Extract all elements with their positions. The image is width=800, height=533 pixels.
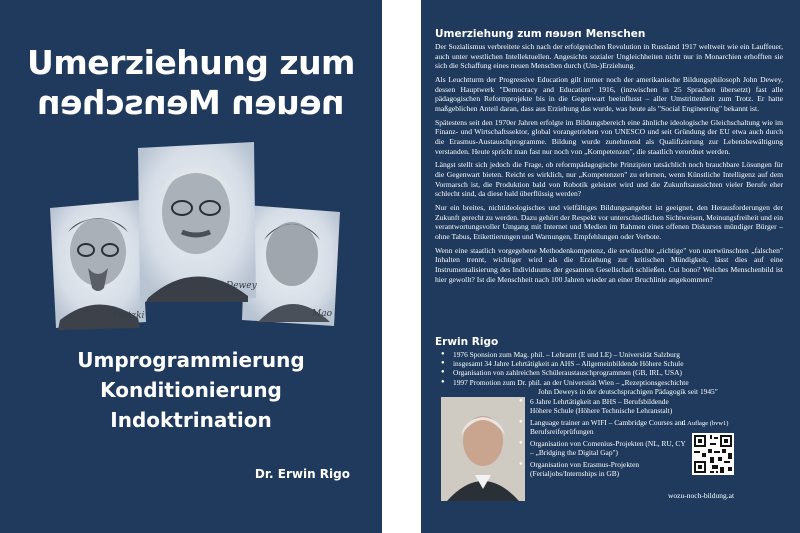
bio-item: ● Organisation von Comenius-Projekten (NL, RU, CY – „Bridging the Digital Gap") [519, 439, 689, 457]
author-photo [441, 397, 525, 501]
bio-item: ● 6 Jahre Lehrtätigkeit an BHS – Berufsbildende Höhere Schule (Höhere Technische Lehranstalt) [519, 397, 689, 415]
bio-item: ● 1976 Sponsion zum Mag. phil. – Lehramt (E und LE) – Universität Salzburg [435, 350, 785, 359]
bio-item: ● Language trainer an WIFI – Cambridge Courses and Berufsreifeprüfungen [519, 418, 689, 436]
bio-photo-list [519, 397, 689, 481]
back-heading [435, 28, 645, 40]
qr-code-icon [692, 433, 734, 475]
blurb-paragraph: Der Sozialismus verbreitete sich nach der erfolgreichen Revolution in Russland 1917 weltweit wie ein Lauffeuer, auch unter westlichen Intellektuellen. Angesichts sozialer Ungleichheiten nicht nur in Monarchien erhofften sie sich die Schaffung eines neuen Menschen durch (Um-)Erziehung. [435, 42, 783, 71]
front-cover [0, 0, 382, 533]
author-heading: Erwin Rigo [435, 336, 499, 348]
portrait-collage [0, 0, 382, 533]
blurb [435, 42, 783, 288]
portrait-left [50, 200, 146, 330]
blurb-paragraph: Spätestens seit den 1970er Jahren erfolgte im Bildungsbereich eine ähnliche ideologische Gleichschaltung wie im Finanz- und Wirtschaftssektor, global vorangetrieben von UNESCO und seit Gründung der EU etwa auch durch die Erasmus-Austauschprogramme. Bildung wurde zunehmend als Qualifizierung zur Lebensbewältigung verstanden. Heute spricht man fast nur noch von „Kompetenzen", die staatlich verordnet werden. [435, 117, 783, 156]
back-heading-suffix: Menschen [582, 28, 646, 40]
portrait-center [138, 142, 258, 302]
blurb-paragraph: Als Leuchtturm der Progressive Education gilt immer noch der amerikanische Bildungsphilosoph John Dewey, dessen Hauptwerk "Democracy and Education" 1916, (inzwischen in 25 Sprachen übersetzt) fast alle pädagogischen Reformprojekte bis in die Gegenwart beeinflusst – aller Umstrittenheit zum Trotz. Er hatte maßgeblichen Anteil daran, dass aus Erziehung das wurde, was heute als "Social Engineering" bekannt ist. [435, 75, 783, 113]
website-link[interactable]: wozu-noch-bildung.at [668, 491, 735, 500]
keyword-3: Indoktrination [110, 408, 272, 432]
cover-title-line2-mirrored: neuen Menschen [37, 83, 345, 122]
back-heading-prefix: Umerziehung zum [435, 28, 546, 40]
bio-item: ● Organisation von zahlreichen Schüleraustauschprogrammen (GB, IRL, USA) [435, 368, 785, 377]
back-cover [421, 0, 800, 533]
blurb-paragraph: Längst stellt sich jedoch die Frage, ob reformpädagogische Prinzipien tatsächlich noch brauchbare Lösungen für die Gegenwart bieten. Reicht es wirklich, nur „Kompetenzen" zu erlernen, wenn Künstliche Intelligenz auf dem Vormarsch ist, die Produktion bald von Robotik geleistet wird und die Zukunftsaussichten vieler Berufe eher schlecht sind, da diese bald überflüssig werden? [435, 160, 783, 199]
bio-item: ● 1997 Promotion zum Dr. phil. an der Universität Wien – „Rezeptionsgeschichte [435, 378, 785, 387]
cover-title-line1: Umerziehung zum [27, 43, 355, 82]
keyword-2: Konditionierung [100, 378, 282, 402]
back-heading-flipped: neuen [545, 28, 583, 40]
blurb-paragraph: Nur ein breites, nichtideologisches und vielfältiges Bildungsangebot ist geeignet, den Herausforderungen der Zukunft gerecht zu werden. Dazu gehört der Respekt vor unterschiedlichen Sichtweisen, Meinungsfreiheit und ein verantwortungsvoller Umgang mit Internet und Medien im Rahmen eines offenen Diskurses mündiger Bürger – ohne Tabus, Etikettierungen und Warnungen, Empfehlungen oder Verbote. [435, 203, 783, 241]
bio-item: ● insgesamt 34 Jahre Lehrtätigkeit an AHS – Allgemeinbildende Höhere Schule [435, 359, 785, 368]
signature-left: Trotzki [112, 311, 145, 321]
keyword-1: Umprogrammierung [77, 348, 305, 372]
signature-right: Mao [312, 309, 332, 319]
bio-continuation: John Deweys in der deutschsprachigen Pädagogik seit 1945" [538, 387, 718, 396]
bio-list [435, 350, 785, 387]
signature-center: Dewey [226, 281, 257, 291]
cover-author: Dr. Erwin Rigo [254, 467, 350, 481]
blurb-paragraph: Wenn eine staatlich vorgegebene Methodenkompetenz, die erwünschte „richtige" von unerwünschten „falschen" Inhalten trennt, wichtiger wird als die Erziehung zur kritischen Mündigkeit, lässt dies auf eine Instrumentalisierung des Individuums der gesamten Gesellschaft schließen. Cui bono? Welches Menschenbild ist hier gewollt? Ist die Menschheit nach 100 Jahren wieder an einer Bruchlinie angekommen? [435, 245, 783, 284]
portrait-right [242, 205, 340, 326]
edition-label: 1. Auflage (bvw1) [681, 420, 729, 427]
bio-item: ● Organisation von Erasmus-Projekten (Ferialjobs/Internships in GB) [519, 460, 689, 478]
